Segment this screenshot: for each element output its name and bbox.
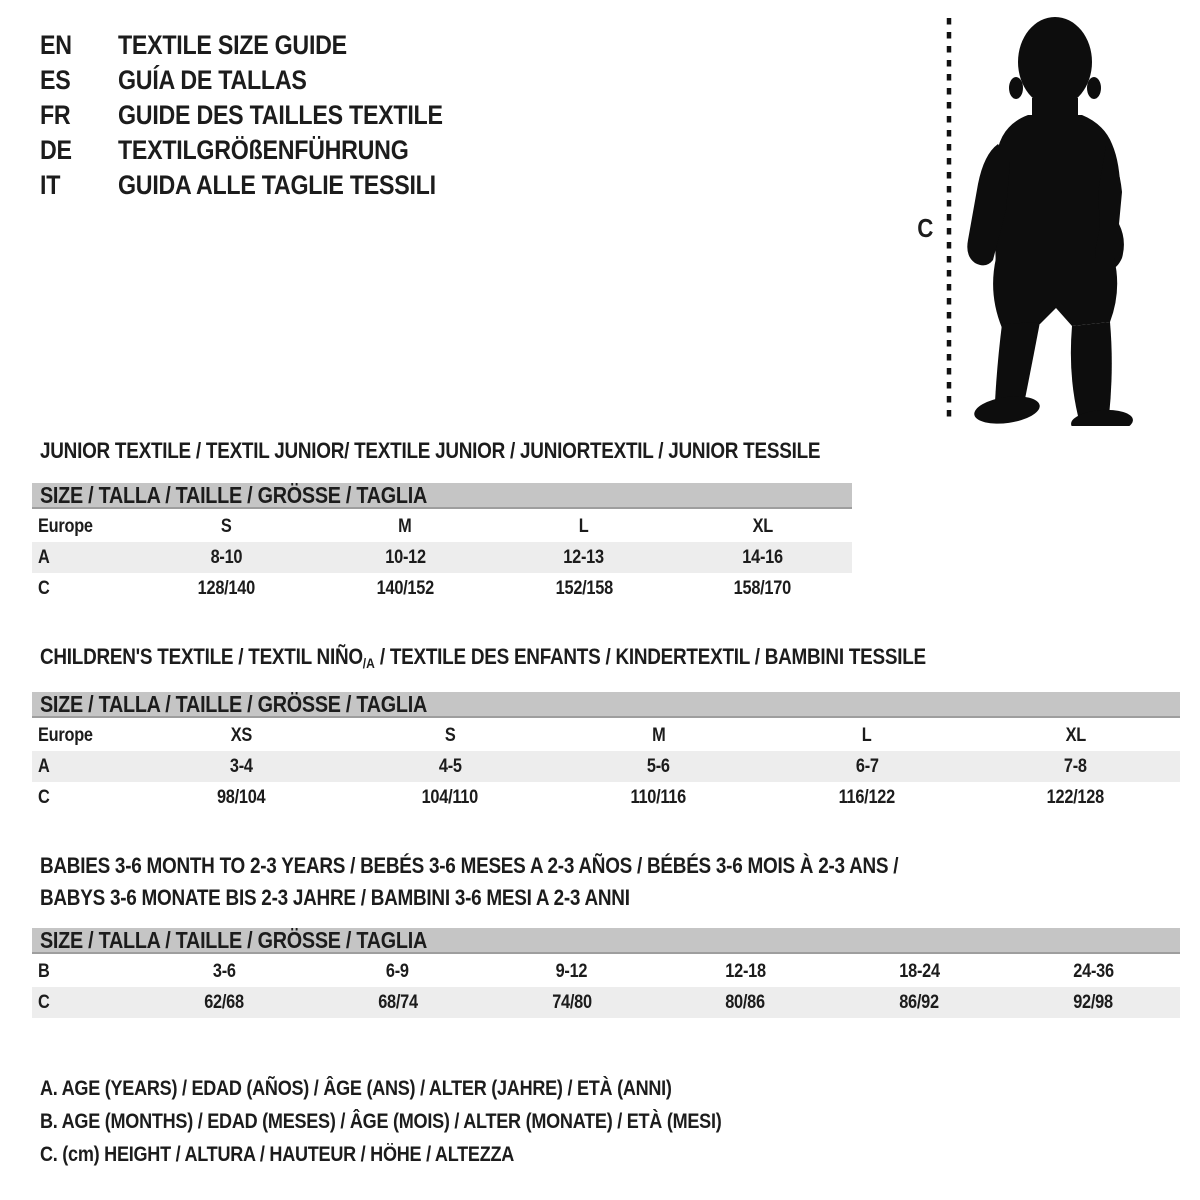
- height-value: 74/80: [551, 991, 592, 1013]
- height-measure-dashed-line: [944, 18, 954, 420]
- language-title-es: GUÍA DE TALLAS: [118, 65, 307, 95]
- babies-size-table: [32, 928, 1180, 1018]
- height-value: 68/74: [377, 991, 418, 1013]
- height-value: 62/68: [204, 991, 244, 1013]
- age-value: 8-10: [210, 546, 243, 568]
- height-value: 104/110: [421, 786, 479, 808]
- language-title-block: [40, 28, 496, 203]
- size-value: M: [651, 724, 666, 746]
- row-label: Europe: [38, 724, 93, 746]
- children-size-table: [32, 692, 1180, 813]
- section-title-children: CHILDREN'S TEXTILE / TEXTIL NIÑO/A / TEXTILE DES ENFANTS / KINDERTEXTIL / BAMBINI TESSILE: [40, 644, 926, 671]
- months-value: 12-18: [725, 960, 766, 982]
- language-title-fr: GUIDE DES TAILLES TEXTILE: [118, 100, 443, 130]
- language-code-it: IT: [40, 170, 61, 200]
- age-value: 6-7: [855, 755, 879, 777]
- junior-size-table: [32, 483, 852, 604]
- age-value: 5-6: [647, 755, 670, 777]
- legend-block: [40, 1072, 832, 1171]
- size-value: L: [579, 515, 589, 537]
- table-row-europe: [32, 720, 1180, 751]
- size-value: S: [221, 515, 232, 537]
- table-row-height: [32, 987, 1180, 1018]
- age-value: 10-12: [384, 546, 426, 568]
- size-value: M: [398, 515, 412, 537]
- toddler-silhouette-image: [962, 12, 1142, 426]
- table-row-height: [32, 782, 1180, 813]
- height-value: 92/98: [1073, 991, 1113, 1013]
- months-value: 6-9: [386, 960, 410, 982]
- months-value: 18-24: [898, 960, 940, 982]
- language-code-fr: FR: [40, 100, 71, 130]
- language-row-fr: [40, 98, 496, 133]
- row-label: B: [38, 960, 50, 982]
- row-label: C: [38, 991, 50, 1013]
- language-title-it: GUIDA ALLE TAGLIE TESSILI: [118, 170, 436, 200]
- row-label: A: [38, 546, 50, 568]
- age-value: 3-4: [229, 755, 253, 777]
- measure-label-c: C: [917, 213, 933, 243]
- table-row-age: [32, 751, 1180, 782]
- months-value: 3-6: [212, 960, 236, 982]
- legend-line-c: C. (cm) HEIGHT / ALTURA / HAUTEUR / HÖHE / ALTEZZA: [40, 1143, 515, 1166]
- height-value: 110/116: [630, 786, 687, 808]
- table-row-europe: [32, 511, 852, 542]
- height-value: 140/152: [376, 577, 434, 599]
- language-row-de: [40, 133, 496, 168]
- months-value: 9-12: [555, 960, 588, 982]
- language-row-it: [40, 168, 496, 203]
- size-header-bar: SIZE / TALLA / TAILLE / GRÖSSE / TAGLIA: [32, 928, 1180, 954]
- section-title-junior: JUNIOR TEXTILE / TEXTIL JUNIOR/ TEXTILE JUNIOR / JUNIORTEXTIL / JUNIOR TESSILE: [40, 438, 821, 463]
- height-value: 116/122: [838, 786, 896, 808]
- section-title-babies: BABIES 3-6 MONTH TO 2-3 YEARS / BEBÉS 3-6 MESES A 2-3 AÑOS / BÉBÉS 3-6 MOIS À 2-3 ANS / BABYS 3-6 MONATE BIS 2-3 JAHRE / BAMBINI 3-6 MESI A 2-3 ANNI: [40, 853, 899, 910]
- age-value: 4-5: [438, 755, 462, 777]
- size-value: S: [444, 724, 456, 746]
- legend-line-a: A. AGE (YEARS) / EDAD (AÑOS) / ÂGE (ANS) / ALTER (JAHRE) / ETÀ (ANNI): [40, 1077, 672, 1100]
- legend-line-b: B. AGE (MONTHS) / EDAD (MESES) / ÂGE (MOIS) / ALTER (MONATE) / ETÀ (MESI): [40, 1110, 722, 1133]
- language-code-en: EN: [40, 30, 72, 60]
- age-value: 7-8: [1064, 755, 1088, 777]
- table-row-age: [32, 542, 852, 573]
- nino-a-subscript: /A: [362, 655, 375, 671]
- row-label: Europe: [38, 515, 93, 537]
- row-label: C: [38, 786, 50, 808]
- height-value: 128/140: [197, 577, 256, 599]
- height-value: 122/128: [1047, 786, 1105, 808]
- language-row-en: [40, 28, 496, 63]
- language-title-en: TEXTILE SIZE GUIDE: [118, 30, 347, 60]
- size-value: XL: [752, 515, 773, 537]
- height-value: 98/104: [217, 786, 266, 808]
- age-value: 12-13: [563, 546, 605, 568]
- size-value: XS: [230, 724, 252, 746]
- table-row-months: [32, 956, 1180, 987]
- height-value: 152/158: [555, 577, 613, 599]
- size-value: XL: [1065, 724, 1086, 746]
- age-value: 14-16: [742, 546, 783, 568]
- language-title-de: TEXTILGRÖßENFÜHRUNG: [118, 135, 409, 165]
- size-value: L: [862, 724, 872, 746]
- size-header-bar: SIZE / TALLA / TAILLE / GRÖSSE / TAGLIA: [32, 483, 852, 509]
- language-code-de: DE: [40, 135, 72, 165]
- height-value: 86/92: [899, 991, 940, 1013]
- height-value: 80/86: [725, 991, 766, 1013]
- height-value: 158/170: [733, 577, 792, 599]
- language-row-es: [40, 63, 496, 98]
- language-code-es: ES: [40, 65, 71, 95]
- months-value: 24-36: [1072, 960, 1114, 982]
- row-label: C: [38, 577, 50, 599]
- row-label: A: [38, 755, 50, 777]
- size-header-bar: SIZE / TALLA / TAILLE / GRÖSSE / TAGLIA: [32, 692, 1180, 718]
- table-row-height: [32, 573, 852, 604]
